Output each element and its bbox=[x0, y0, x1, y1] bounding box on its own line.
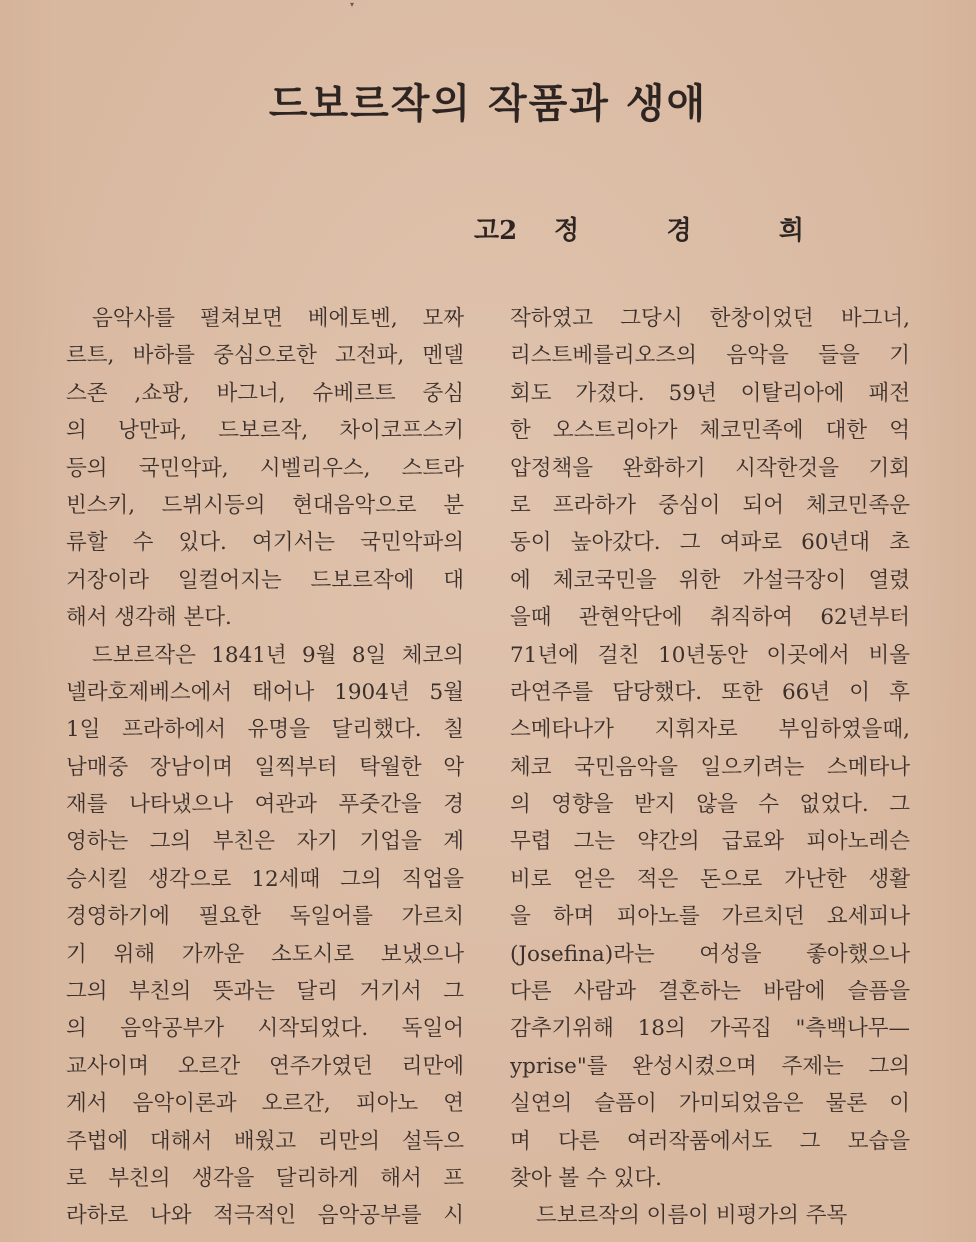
right-column bbox=[510, 300, 910, 1235]
text-line: 리스트베를리오즈의 음악을 들을 기 bbox=[510, 343, 910, 369]
text-line: 로 부친의 생각을 달리하게 해서 프 bbox=[66, 1165, 464, 1191]
text-line: 에 체코국민을 위한 가설극장이 열렸 bbox=[510, 567, 910, 593]
text-line: 남매중 장남이며 일찍부터 탁월한 악 bbox=[66, 754, 464, 780]
text-line: 한 오스트리아가 체코민족에 대한 억 bbox=[510, 418, 910, 444]
text-line: 을 하며 피아노를 가르치던 요세피나 bbox=[510, 904, 910, 930]
text-line: 넬라호제베스에서 태어나 1904년 5월 bbox=[66, 679, 464, 705]
text-line: 드보르작은 1841년 9월 8일 체코의 bbox=[92, 642, 464, 668]
text-line: 며 다른 여러작품에서도 그 모습을 bbox=[510, 1128, 910, 1154]
text-line: 라하로 나와 적극적인 음악공부를 시 bbox=[66, 1203, 464, 1229]
text-line: 작하였고 그당시 한창이었던 바그너, bbox=[510, 306, 910, 331]
text-line: 의 영향을 받지 않을 수 없었다. 그 bbox=[510, 792, 910, 818]
text-line: 의 낭만파, 드보르작, 차이코프스키 bbox=[66, 418, 464, 444]
text-line: 경영하기에 필요한 독일어를 가르치 bbox=[66, 904, 464, 930]
article-title: 드보르작의 작품과 생애 bbox=[268, 81, 708, 127]
text-line: 무렵 그는 약간의 급료와 피아노레슨 bbox=[510, 829, 910, 855]
author-grade: 고2 bbox=[474, 216, 518, 246]
text-line: (Josefina)라는 여성을 좋아했으나 bbox=[510, 941, 910, 967]
text-line: 회도 가졌다. 59년 이탈리아에 패전 bbox=[510, 380, 910, 406]
text-line: 스존 ,쇼팡, 바그너, 슈베르트 중심 bbox=[66, 380, 464, 406]
text-line: 감추기위해 18의 가곡집 "측백나무— bbox=[510, 1016, 910, 1042]
text-line: 해서 생각해 본다. bbox=[66, 605, 232, 631]
author-byline bbox=[474, 210, 804, 250]
author-name bbox=[554, 210, 804, 247]
text-line: 등의 국민악파, 시벨리우스, 스트라 bbox=[66, 455, 464, 481]
author-name-char: 희 bbox=[778, 216, 804, 246]
text-line: 의 음악공부가 시작되었다. 독일어 bbox=[66, 1016, 464, 1042]
text-line: 라연주를 담당했다. 또한 66년 이 후 bbox=[510, 679, 910, 705]
left-column bbox=[66, 300, 464, 1235]
text-line: 거장이라 일컬어지는 드보르작에 대 bbox=[66, 567, 464, 593]
text-line: 다른 사람과 결혼하는 바람에 슬픔을 bbox=[510, 979, 910, 1005]
text-line: 비로 얻은 적은 돈으로 가난한 생활 bbox=[510, 866, 910, 892]
text-line: 을때 관현악단에 취직하여 62년부터 bbox=[510, 605, 910, 631]
text-line: 기 위해 가까운 소도시로 보냈으나 bbox=[66, 941, 464, 967]
text-line: 재를 나타냈으나 여관과 푸줏간을 경 bbox=[66, 792, 464, 818]
text-line: 그의 부친의 뜻과는 달리 거기서 그 bbox=[66, 979, 464, 1005]
author-name-char: 정 bbox=[554, 216, 580, 246]
text-line: yprise"를 완성시켰으며 주제는 그의 bbox=[510, 1053, 910, 1079]
text-line: 영하는 그의 부친은 자기 기업을 계 bbox=[66, 829, 464, 855]
scan-mark-icon: ▾ bbox=[350, 0, 355, 9]
text-line: 교사이며 오르간 연주가였던 리만에 bbox=[66, 1053, 464, 1079]
text-line: 체코 국민음악을 일으키려는 스메타나 bbox=[510, 754, 910, 780]
text-line: 빈스키, 드뷔시등의 현대음악으로 분 bbox=[66, 492, 464, 518]
text-line: 류할 수 있다. 여기서는 국민악파의 bbox=[66, 530, 464, 556]
author-name-char: 경 bbox=[666, 216, 692, 246]
text-line: 드보르작의 이름이 비평가의 주목 bbox=[536, 1203, 848, 1229]
text-line: 동이 높아갔다. 그 여파로 60년대 초 bbox=[510, 530, 910, 556]
text-line: 게서 음악이론과 오르간, 피아노 연 bbox=[66, 1091, 464, 1117]
text-line: 압정책을 완화하기 시작한것을 기회 bbox=[510, 455, 910, 481]
text-line: 로 프라하가 중심이 되어 체코민족운 bbox=[510, 492, 910, 518]
text-line: 찾아 볼 수 있다. bbox=[510, 1165, 662, 1191]
text-line: 르트, 바하를 중심으로한 고전파, 멘델 bbox=[66, 343, 464, 369]
text-line: 승시킬 생각으로 12세때 그의 직업을 bbox=[66, 866, 464, 892]
text-line: 음악사를 펼쳐보면 베에토벤, 모짜 bbox=[92, 306, 464, 331]
text-line: 1일 프라하에서 유명을 달리했다. 칠 bbox=[66, 717, 464, 743]
text-line: 실연의 슬픔이 가미되었음은 물론 이 bbox=[510, 1091, 910, 1117]
text-line: 스메타나가 지휘자로 부임하였을때, bbox=[510, 717, 910, 743]
text-line: 71년에 걸친 10년동안 이곳에서 비올 bbox=[510, 642, 910, 668]
text-line: 주법에 대해서 배웠고 리만의 설득으 bbox=[66, 1128, 464, 1154]
